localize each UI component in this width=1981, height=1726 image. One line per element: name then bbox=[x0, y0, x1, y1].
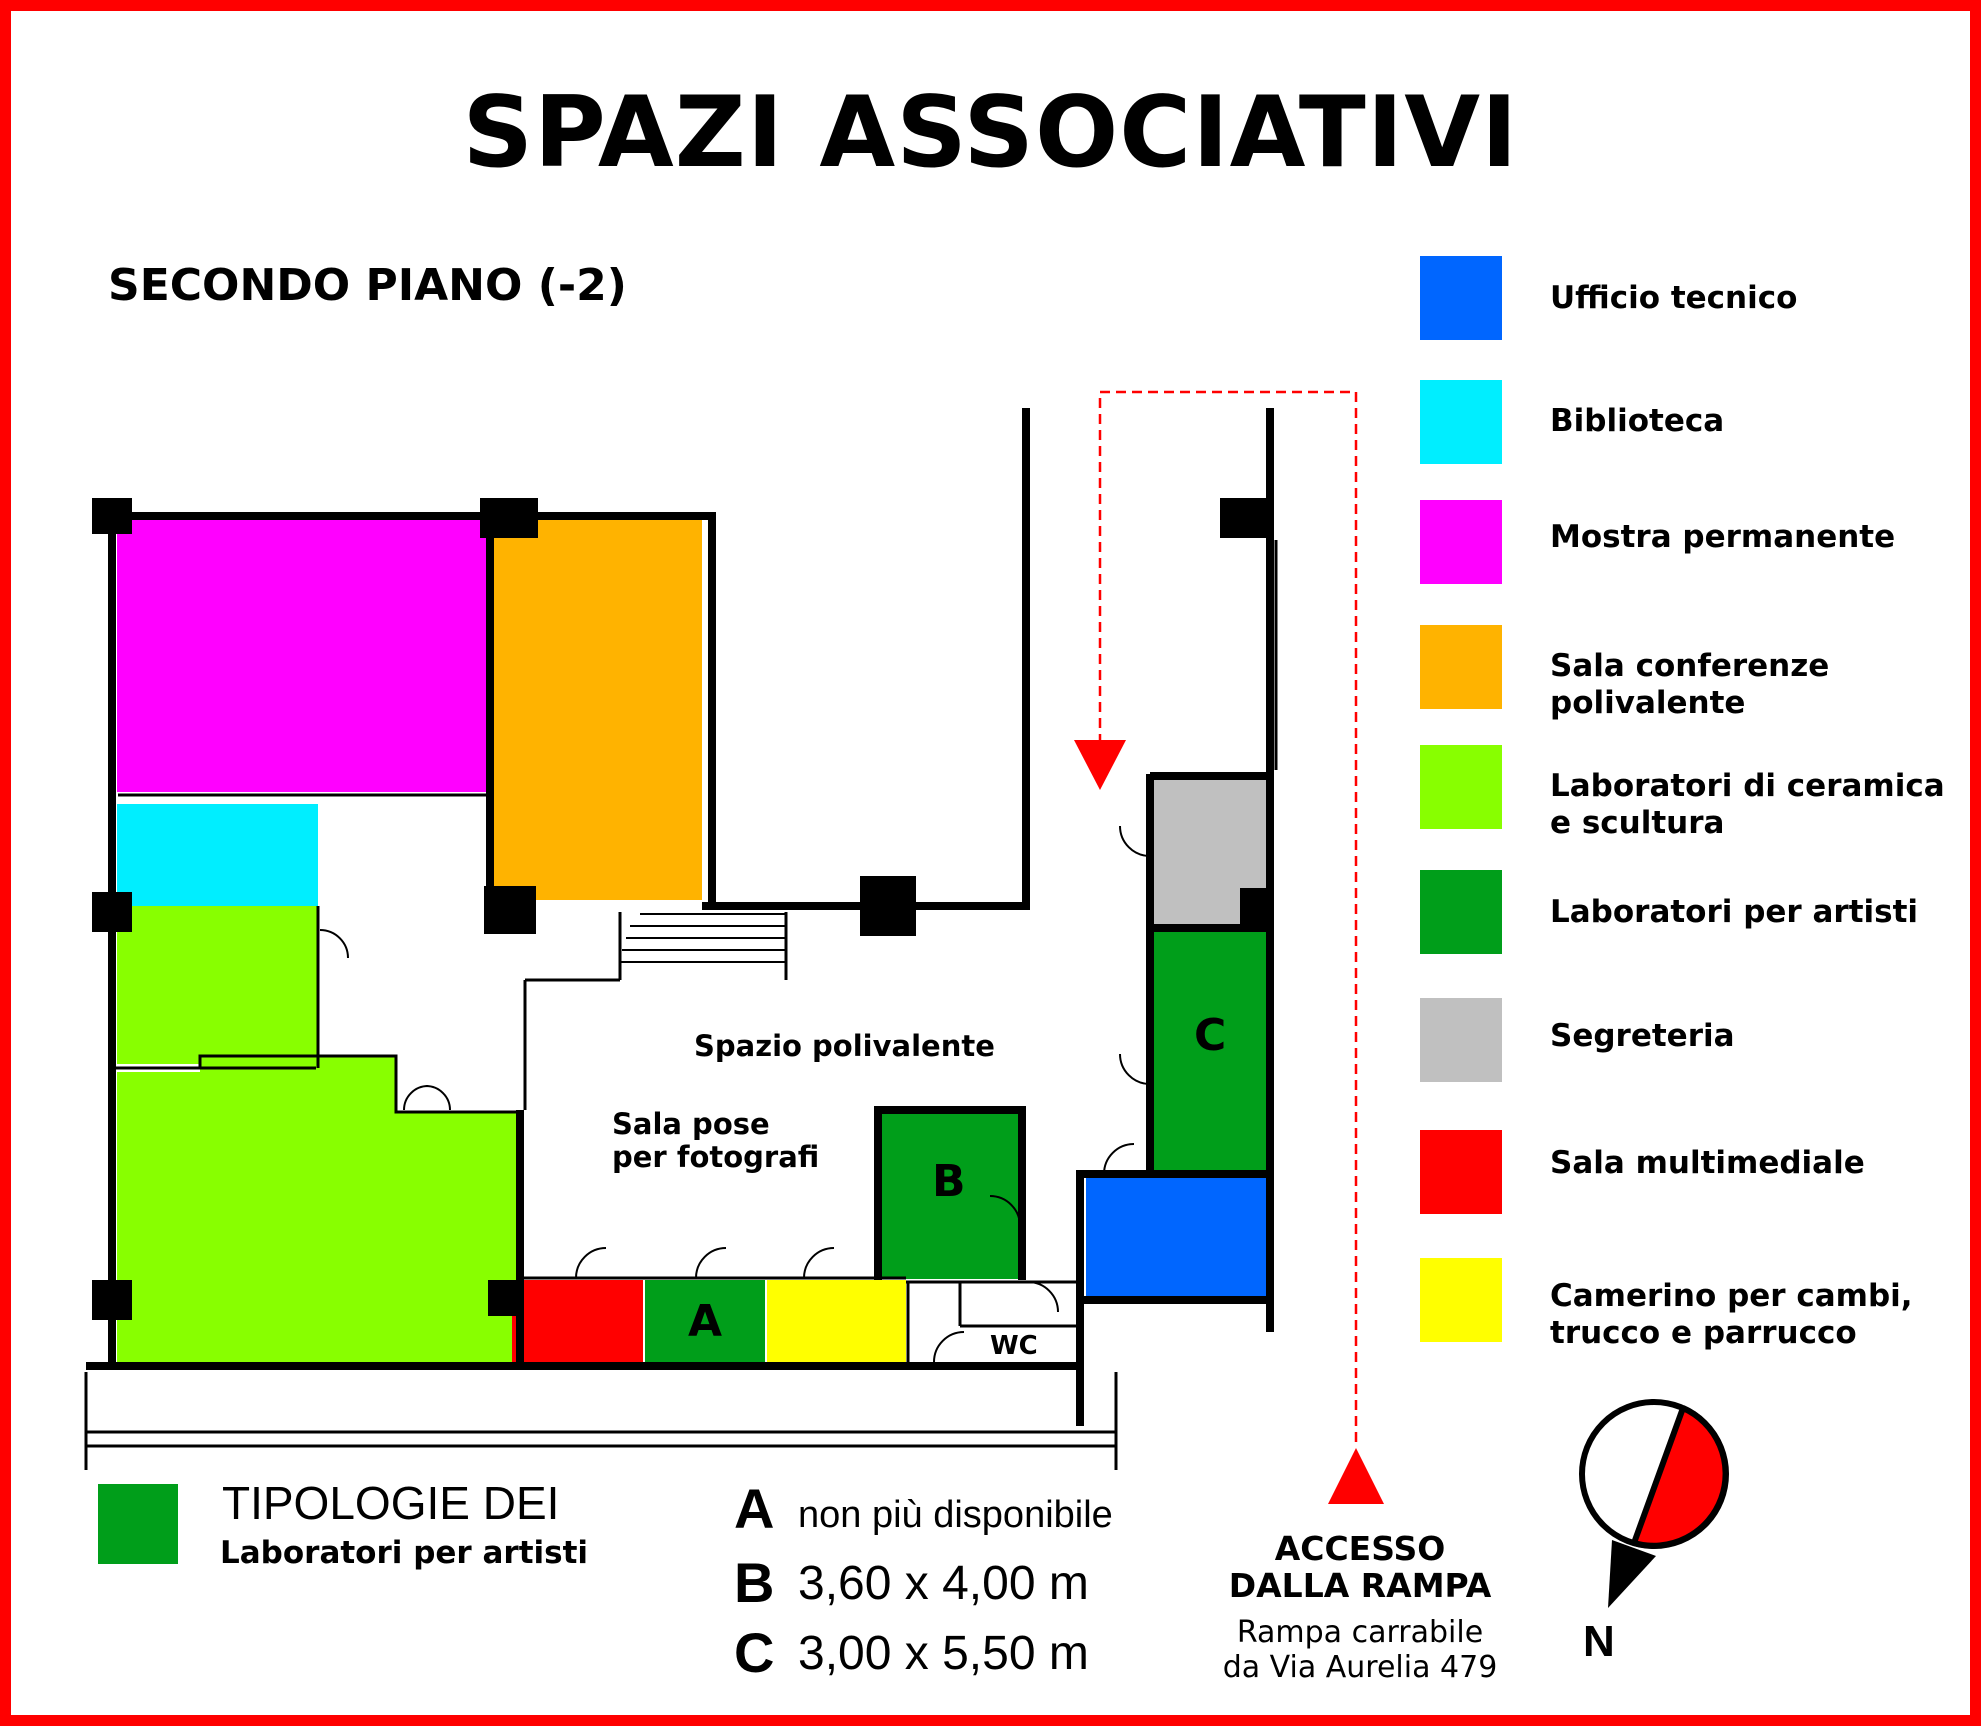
room-laboratori-ceramica-2 bbox=[117, 1055, 522, 1362]
legend-label-biblioteca: Biblioteca bbox=[1550, 403, 1725, 439]
label-room-c: C bbox=[1194, 1010, 1227, 1061]
label-sala-pose: Sala pose per fotografi bbox=[612, 1107, 820, 1174]
legend-label-mostra-permanente: Mostra permanente bbox=[1550, 519, 1896, 555]
room-laboratori-ceramica-1 bbox=[117, 906, 318, 1064]
typology-letter-a: A bbox=[734, 1477, 775, 1540]
typology-letter-b: B bbox=[734, 1551, 775, 1614]
room-biblioteca bbox=[117, 804, 318, 906]
floor-label: SECONDO PIANO (-2) bbox=[108, 260, 627, 311]
room-sala-conferenze bbox=[490, 516, 702, 900]
typology-letter-c: C bbox=[734, 1621, 775, 1684]
page-title: SPAZI ASSOCIATIVI bbox=[462, 76, 1519, 190]
typology-text-a: non più disponibile bbox=[798, 1494, 1113, 1536]
label-room-b: B bbox=[932, 1156, 966, 1207]
room-mostra-permanente bbox=[117, 516, 487, 792]
label-wc: WC bbox=[990, 1331, 1038, 1361]
legend-label-camerino: Camerino per cambi, trucco e parrucco bbox=[1550, 1278, 1913, 1351]
legend-label-ufficio-tecnico: Ufficio tecnico bbox=[1550, 280, 1798, 316]
label-spazio-polivalente: Spazio polivalente bbox=[694, 1029, 995, 1063]
typology-subtitle: Laboratori per artisti bbox=[220, 1535, 589, 1571]
legend-label-sala-conferenze: Sala conferenze polivalente bbox=[1550, 648, 1830, 721]
room-camerino bbox=[767, 1280, 906, 1362]
legend-label-segreteria: Segreteria bbox=[1550, 1018, 1735, 1054]
route-arrow-up-icon bbox=[1328, 1448, 1384, 1504]
north-arrow-icon bbox=[1582, 1402, 1726, 1608]
legend-label-laboratori-ceramica: Laboratori di ceramica e scultura bbox=[1550, 768, 1945, 841]
access-subtitle: Rampa carrabile da Via Aurelia 479 bbox=[1222, 1615, 1498, 1685]
typology-text-b: 3,60 x 4,00 m bbox=[798, 1557, 1089, 1610]
stairs bbox=[620, 914, 786, 962]
north-label: N bbox=[1583, 1617, 1615, 1666]
label-room-a: A bbox=[688, 1296, 723, 1347]
room-ufficio-tecnico bbox=[1086, 1174, 1266, 1298]
typology-text-c: 3,00 x 5,50 m bbox=[798, 1627, 1089, 1680]
access-title: ACCESSO DALLA RAMPA bbox=[1228, 1529, 1492, 1605]
room-sala-multimediale bbox=[512, 1280, 643, 1362]
legend-label-sala-multimediale: Sala multimediale bbox=[1550, 1145, 1865, 1181]
typology-title: TIPOLOGIE DEI bbox=[222, 1477, 560, 1529]
legend-label-laboratori-artisti: Laboratori per artisti bbox=[1550, 894, 1919, 930]
route-arrow-down-icon bbox=[1074, 740, 1126, 790]
typology-swatch bbox=[98, 1484, 178, 1564]
